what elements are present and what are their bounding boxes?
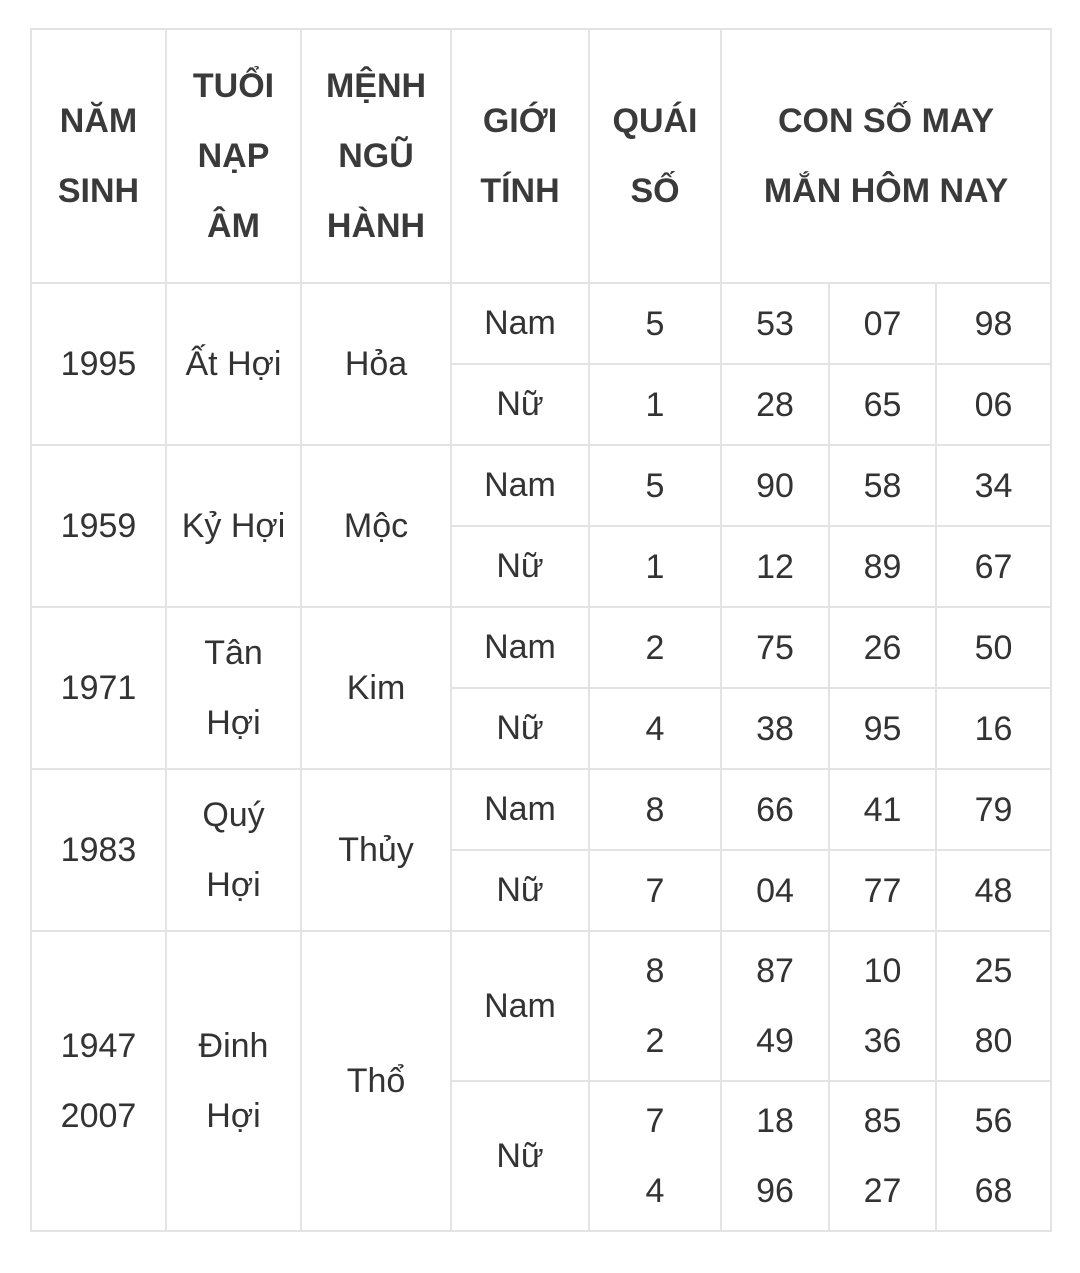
- menh-cell: Hỏa: [301, 283, 451, 445]
- table-row: [31, 445, 1051, 526]
- lucky-numbers-table: [30, 28, 1052, 1232]
- lucky-number-cell-line: 04: [756, 871, 794, 910]
- birth-year-cell-line: 1971: [60, 669, 137, 707]
- lucky-number-cell: [936, 931, 1051, 1081]
- header-row: [31, 29, 1051, 283]
- quai-so-cell: [589, 364, 721, 445]
- lucky-number-cell-line: 50: [974, 628, 1013, 667]
- tuoi-cell-line: Tân: [204, 634, 263, 672]
- lucky-number-cell: [829, 931, 936, 1081]
- lucky-number-cell: [721, 607, 829, 688]
- gender-cell: Nam: [451, 283, 589, 364]
- tuoi-cell-line: Hợi: [206, 866, 261, 904]
- lucky-number-cell: [829, 445, 936, 526]
- lucky-number-cell: [829, 769, 936, 850]
- lucky-number-cell-line: 89: [863, 547, 902, 586]
- lucky-number-cell: [829, 688, 936, 769]
- table-row: [31, 931, 1051, 1081]
- birth-year-cell-line: 1947: [60, 1027, 137, 1065]
- lucky-number-cell-line: 75: [756, 628, 794, 667]
- menh-cell: Mộc: [301, 445, 451, 607]
- birth-year-cell: [31, 445, 166, 607]
- table-row: [31, 769, 1051, 850]
- lucky-number-cell: [829, 526, 936, 607]
- lucky-number-cell-line: 65: [863, 385, 902, 424]
- lucky-number-cell-line: 10: [863, 952, 902, 990]
- quai-so-cell-line: 4: [645, 709, 665, 748]
- gender-cell: Nữ: [451, 688, 589, 769]
- tuoi-cell-line: Quý: [202, 796, 265, 834]
- lucky-number-cell-line: 49: [756, 1022, 794, 1060]
- lucky-number-cell-line: 28: [756, 385, 794, 424]
- header-con-so-may-man: CON SỐ MAY MẮN HÔM NAY: [721, 29, 1051, 283]
- lucky-number-cell-line: 16: [974, 709, 1013, 748]
- quai-so-cell-line: 2: [645, 628, 665, 667]
- quai-so-cell: [589, 283, 721, 364]
- menh-cell: Thổ: [301, 931, 451, 1231]
- lucky-number-cell: [829, 607, 936, 688]
- table-body: [31, 283, 1051, 1231]
- birth-year-cell-line: 1983: [60, 831, 137, 869]
- lucky-number-cell-line: 87: [756, 952, 794, 990]
- quai-so-cell-line: 1: [645, 385, 665, 424]
- menh-cell: Kim: [301, 607, 451, 769]
- lucky-number-cell: [721, 283, 829, 364]
- lucky-number-cell-line: 96: [756, 1172, 794, 1210]
- lucky-number-cell: [829, 364, 936, 445]
- birth-year-cell-line: 2007: [60, 1097, 137, 1135]
- gender-cell: Nam: [451, 445, 589, 526]
- gender-cell: Nam: [451, 607, 589, 688]
- birth-year-cell-line: 1995: [60, 345, 137, 383]
- lucky-number-cell-line: 48: [974, 871, 1013, 910]
- gender-cell: Nữ: [451, 850, 589, 931]
- lucky-number-cell: [936, 526, 1051, 607]
- table-row: [31, 607, 1051, 688]
- lucky-number-cell-line: 66: [756, 790, 794, 829]
- lucky-number-cell-line: 95: [863, 709, 902, 748]
- header-gioi-tinh: GIỚI TÍNH: [451, 29, 589, 283]
- birth-year-cell: [31, 931, 166, 1231]
- tuoi-cell-line: Kỷ Hợi: [181, 507, 286, 545]
- lucky-number-cell: [829, 850, 936, 931]
- lucky-number-cell: [936, 688, 1051, 769]
- lucky-number-cell-line: 53: [756, 304, 794, 343]
- lucky-number-cell-line: 56: [974, 1102, 1013, 1140]
- quai-so-cell: [589, 931, 721, 1081]
- header-nam-sinh: NĂM SINH: [31, 29, 166, 283]
- lucky-number-cell: [721, 526, 829, 607]
- birth-year-cell: [31, 607, 166, 769]
- lucky-number-cell-line: 80: [974, 1022, 1013, 1060]
- lucky-number-cell-line: 18: [756, 1102, 794, 1140]
- quai-so-cell-line: 8: [645, 790, 665, 829]
- quai-so-cell: [589, 850, 721, 931]
- quai-so-cell: [589, 769, 721, 850]
- table-row: [31, 283, 1051, 364]
- lucky-number-cell-line: 90: [756, 466, 794, 505]
- gender-cell: Nữ: [451, 1081, 589, 1231]
- quai-so-cell-line: 8: [645, 952, 665, 990]
- gender-cell: Nam: [451, 931, 589, 1081]
- lucky-number-cell-line: 41: [863, 790, 902, 829]
- lucky-number-cell: [721, 931, 829, 1081]
- lucky-number-cell: [936, 850, 1051, 931]
- header-quai-so: QUÁI SỐ: [589, 29, 721, 283]
- birth-year-cell: [31, 283, 166, 445]
- lucky-number-cell-line: 68: [974, 1172, 1013, 1210]
- lucky-number-cell-line: 36: [863, 1022, 902, 1060]
- lucky-number-cell-line: 77: [863, 871, 902, 910]
- lucky-number-cell: [721, 445, 829, 526]
- tuoi-cell: [166, 769, 301, 931]
- quai-so-cell-line: 2: [645, 1022, 665, 1060]
- lucky-number-cell: [721, 769, 829, 850]
- lucky-number-cell-line: 12: [756, 547, 794, 586]
- header-tuoi-nap-am: TUỔI NẠP ÂM: [166, 29, 301, 283]
- quai-so-cell: [589, 445, 721, 526]
- gender-cell: Nữ: [451, 526, 589, 607]
- quai-so-cell-line: 7: [645, 871, 665, 910]
- quai-so-cell: [589, 607, 721, 688]
- tuoi-cell: [166, 607, 301, 769]
- quai-so-cell-line: 7: [645, 1102, 665, 1140]
- lucky-number-cell-line: 26: [863, 628, 902, 667]
- quai-so-cell-line: 4: [645, 1172, 665, 1210]
- birth-year-cell: [31, 769, 166, 931]
- menh-cell: Thủy: [301, 769, 451, 931]
- quai-so-cell-line: 1: [645, 547, 665, 586]
- lucky-number-cell-line: 06: [974, 385, 1013, 424]
- lucky-number-cell: [936, 445, 1051, 526]
- header-menh-ngu-hanh: MỆNH NGŨ HÀNH: [301, 29, 451, 283]
- lucky-number-cell: [721, 688, 829, 769]
- lucky-number-cell-line: 79: [974, 790, 1013, 829]
- quai-so-cell: [589, 526, 721, 607]
- tuoi-cell: [166, 445, 301, 607]
- lucky-number-cell: [829, 1081, 936, 1231]
- quai-so-cell: [589, 1081, 721, 1231]
- lucky-number-cell: [936, 283, 1051, 364]
- tuoi-cell-line: Hợi: [206, 1097, 261, 1135]
- gender-cell: Nữ: [451, 364, 589, 445]
- lucky-number-cell-line: 85: [863, 1102, 902, 1140]
- lucky-number-cell-line: 58: [863, 466, 902, 505]
- lucky-number-cell: [936, 769, 1051, 850]
- lucky-number-cell-line: 67: [974, 547, 1013, 586]
- quai-so-cell: [589, 688, 721, 769]
- tuoi-cell-line: Hợi: [206, 704, 261, 742]
- tuoi-cell: [166, 283, 301, 445]
- lucky-number-cell: [721, 1081, 829, 1231]
- lucky-number-cell: [721, 850, 829, 931]
- lucky-number-cell: [829, 283, 936, 364]
- quai-so-cell-line: 5: [645, 304, 665, 343]
- lucky-number-cell-line: 98: [974, 304, 1013, 343]
- lucky-number-cell: [936, 607, 1051, 688]
- quai-so-cell-line: 5: [645, 466, 665, 505]
- tuoi-cell: [166, 931, 301, 1231]
- tuoi-cell-line: Đinh: [198, 1027, 269, 1065]
- gender-cell: Nam: [451, 769, 589, 850]
- lucky-number-cell-line: 38: [756, 709, 794, 748]
- lucky-number-cell-line: 27: [863, 1172, 902, 1210]
- tuoi-cell-line: Ất Hợi: [185, 345, 282, 383]
- lucky-number-cell: [721, 364, 829, 445]
- lucky-number-cell-line: 34: [974, 466, 1013, 505]
- lucky-number-cell-line: 07: [863, 304, 902, 343]
- lucky-number-cell: [936, 364, 1051, 445]
- lucky-number-cell: [936, 1081, 1051, 1231]
- lucky-number-cell-line: 25: [974, 952, 1013, 990]
- birth-year-cell-line: 1959: [60, 507, 137, 545]
